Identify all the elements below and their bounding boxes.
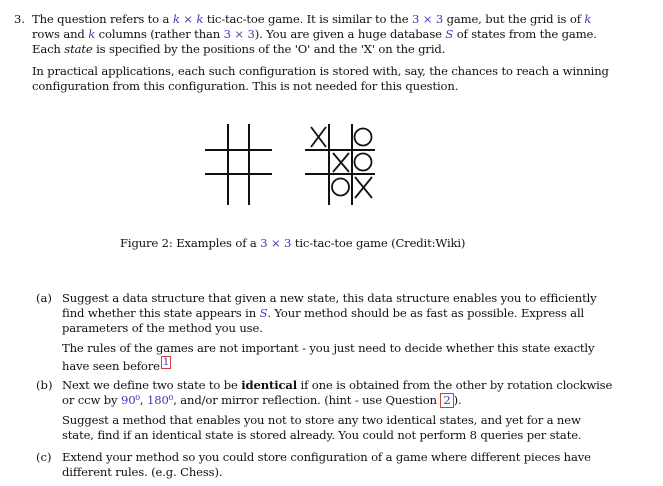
footnote-link[interactable]: 1 (162, 357, 170, 368)
tic-tac-toe-figure (195, 118, 415, 218)
x-mark-top-left (311, 127, 326, 147)
part-b-line-4: state, find if an identical state is stored already. You could not perform 8 queries per state. (62, 428, 582, 442)
part-b-line-1: Next we define two state to be identical if one is obtained from the other by rotation clockwise (62, 378, 613, 392)
part-b-line-3: Suggest a method that enables you not to store any two identical states, and yet for a new (62, 413, 581, 427)
intro-line-2: rows and k columns (rather than 3 × 3). You are given a huge database S of states from the game. (32, 27, 597, 41)
part-c-line-2: different rules. (e.g. Chess). (62, 465, 223, 479)
part-a-line-3: parameters of the method you use. (62, 321, 263, 335)
part-c-line-1: Extend your method so you could store configuration of a game where different pieces have (62, 450, 591, 464)
part-b-line-2: or ccw by 90⁰, 180⁰, and/or mirror reflection. (hint - use Question 2 ). (62, 393, 462, 407)
question-2-link[interactable]: 2 (440, 393, 453, 408)
part-b-label: (b) (36, 378, 53, 392)
o-mark-top-right (355, 129, 372, 146)
part-a-line-1: Suggest a data structure that given a new state, this data structure enables you to efficiently (62, 291, 597, 305)
o-mark-mid-right (355, 154, 372, 171)
intro-line-3: Each state is specified by the positions of the 'O' and the 'X' on the grid. (32, 42, 446, 56)
part-a-line-4: The rules of the games are not important - you just need to decide whether this state exactly (62, 341, 595, 355)
part-a-line-2: find whether this state appears in S. Your method should be as fast as possible. Express all (62, 306, 585, 320)
intro-line-1: The question refers to a k × k tic-tac-toe game. It is similar to the 3 × 3 game, but the grid is of k (32, 12, 592, 26)
question-number: 3. (14, 12, 26, 26)
part-a-label: (a) (36, 291, 52, 305)
part-c-label: (c) (36, 450, 52, 464)
practical-line-1: In practical applications, each such configuration is stored with, say, the chances to reach a winning (32, 64, 609, 78)
practical-line-2: configuration from this configuration. This is not needed for this question. (32, 79, 459, 93)
figure-caption: Figure 2: Examples of a 3 × 3 tic-tac-toe game (Credit:Wiki) (120, 236, 466, 250)
o-mark-bottom-center (332, 179, 349, 196)
x-mark-mid-center (333, 153, 349, 172)
x-mark-bottom-right (355, 177, 372, 198)
part-a-line-5: have seen before $^1$ (62, 357, 170, 373)
empty-grid (205, 124, 272, 205)
